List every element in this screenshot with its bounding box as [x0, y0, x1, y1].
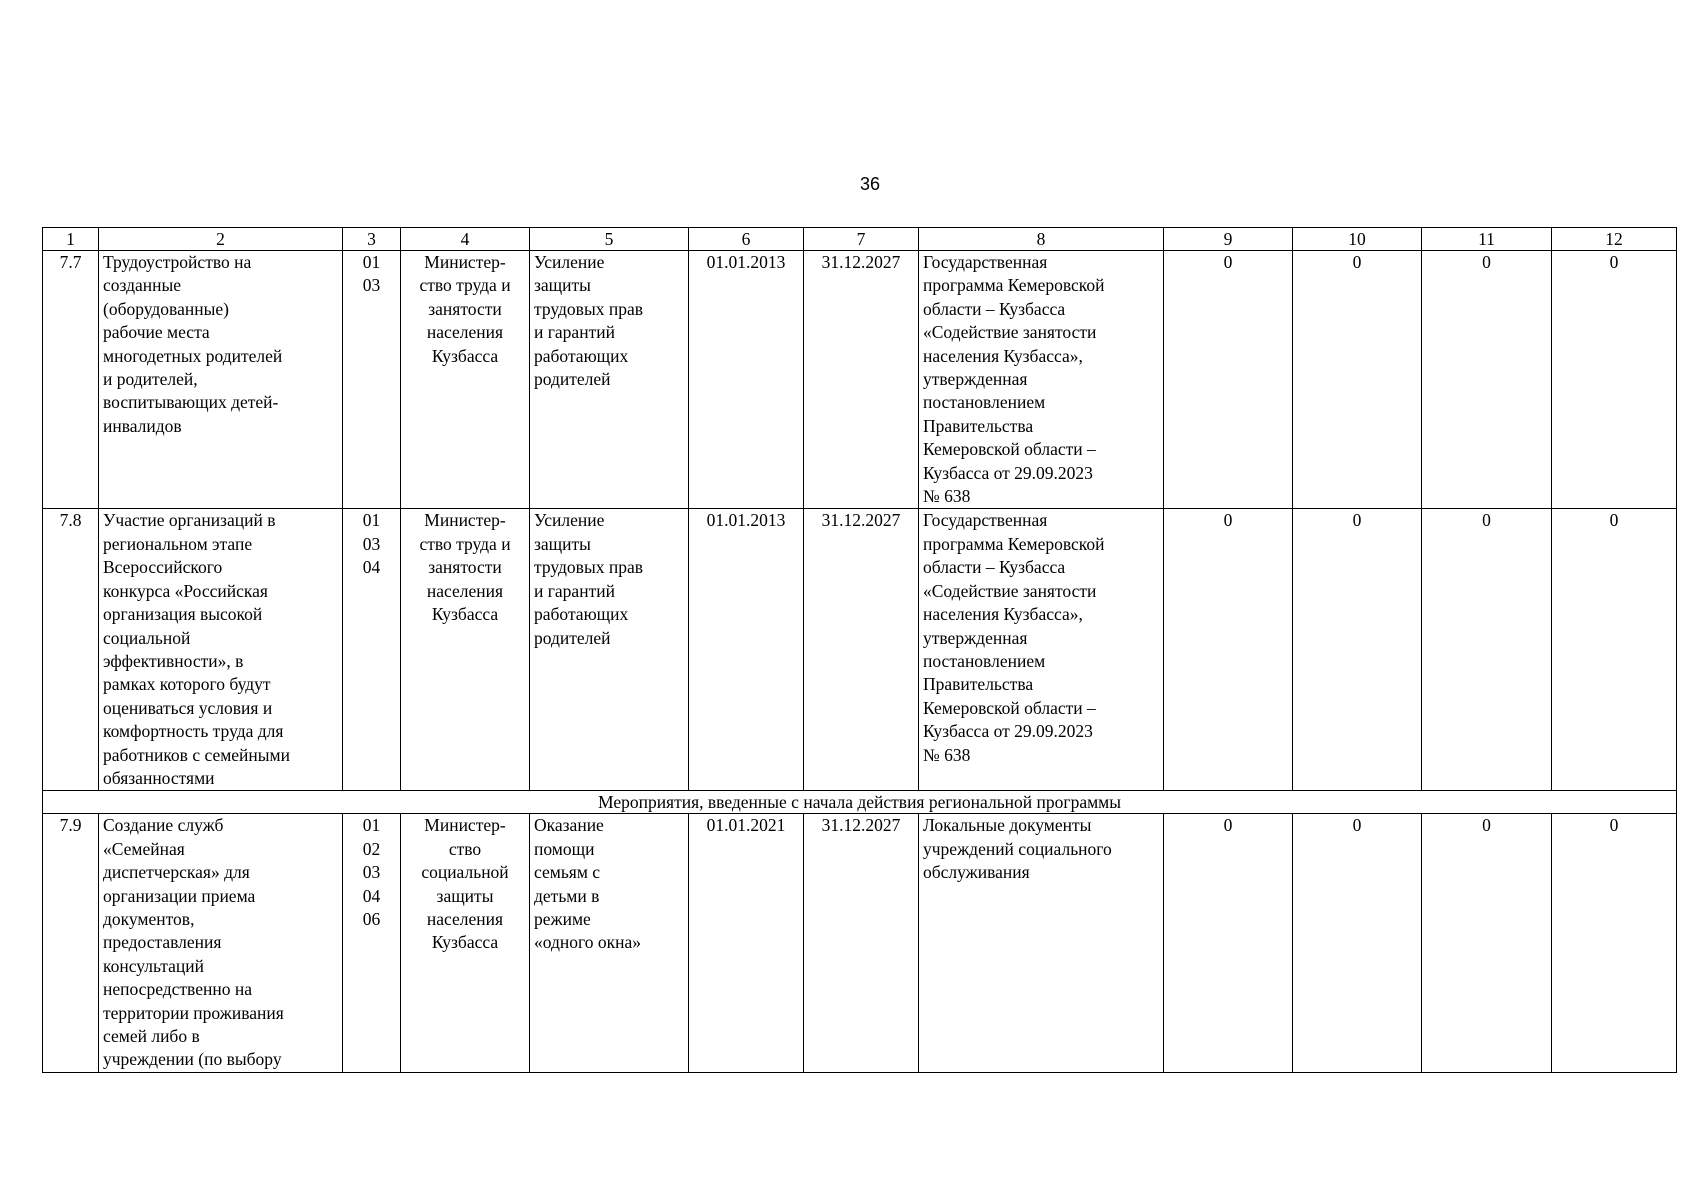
- funding-value: 0: [1552, 251, 1677, 509]
- task-codes: 01 02 03 04 06: [343, 814, 401, 1072]
- row-number: 7.8: [43, 509, 99, 791]
- column-number: 6: [689, 228, 804, 251]
- expected-result: Оказание помощи семьям с детьми в режиме «одного окна»: [530, 814, 689, 1072]
- measures-table: [42, 227, 1677, 1073]
- page-number: 36: [859, 174, 881, 194]
- end-date: 31.12.2027: [804, 814, 919, 1072]
- measure-name: Создание служб «Семейная диспетчерская» для организации приема документов, предоставления консультаций непосредственно на территории проживания семей либо в учреждении (по выбору: [99, 814, 343, 1072]
- column-number: 10: [1293, 228, 1422, 251]
- expected-result: Усиление защиты трудовых прав и гарантий работающих родителей: [530, 251, 689, 509]
- funding-value: 0: [1164, 509, 1293, 791]
- column-number: 8: [919, 228, 1164, 251]
- measure-name: Трудоустройство на созданные (оборудованные) рабочие места многодетных родителей и родителей, воспитывающих детей- инвалидов: [99, 251, 343, 509]
- task-codes: 01 03: [343, 251, 401, 509]
- column-number: 4: [401, 228, 530, 251]
- row-number: 7.7: [43, 251, 99, 509]
- legal-basis: Государственная программа Кемеровской области – Кузбасса «Содействие занятости населения Кузбасса», утвержденная постановлением Правительства Кемеровской области – Кузбасса от 29.09.2023 № 638: [919, 251, 1164, 509]
- end-date: 31.12.2027: [804, 509, 919, 791]
- funding-value: 0: [1293, 814, 1422, 1072]
- task-codes: 01 03 04: [343, 509, 401, 791]
- start-date: 01.01.2013: [689, 251, 804, 509]
- column-number: 5: [530, 228, 689, 251]
- column-number-row: [43, 228, 1677, 251]
- measure-name: Участие организаций в региональном этапе Всероссийского конкурса «Российская организация высокой социальной эффективности», в рамках которого будут оцениваться условия и комфортность труда для работников с семейными обязанностями: [99, 509, 343, 791]
- funding-value: 0: [1164, 251, 1293, 509]
- funding-value: 0: [1164, 814, 1293, 1072]
- funding-value: 0: [1422, 814, 1552, 1072]
- column-number: 1: [43, 228, 99, 251]
- legal-basis: Государственная программа Кемеровской области – Кузбасса «Содействие занятости населения Кузбасса», утвержденная постановлением Правительства Кемеровской области – Кузбасса от 29.09.2023 № 638: [919, 509, 1164, 791]
- column-number: 11: [1422, 228, 1552, 251]
- column-number: 12: [1552, 228, 1677, 251]
- start-date: 01.01.2021: [689, 814, 804, 1072]
- executor: Министер- ство труда и занятости населения Кузбасса: [401, 251, 530, 509]
- end-date: 31.12.2027: [804, 251, 919, 509]
- section-heading-row: [43, 791, 1677, 814]
- funding-value: 0: [1293, 509, 1422, 791]
- executor: Министер- ство социальной защиты населения Кузбасса: [401, 814, 530, 1072]
- funding-value: 0: [1552, 509, 1677, 791]
- funding-value: 0: [1422, 251, 1552, 509]
- row-number: 7.9: [43, 814, 99, 1072]
- start-date: 01.01.2013: [689, 509, 804, 791]
- legal-basis: Локальные документы учреждений социального обслуживания: [919, 814, 1164, 1072]
- column-number: 3: [343, 228, 401, 251]
- section-heading: Мероприятия, введенные с начала действия региональной программы: [43, 791, 1677, 814]
- table-row: [43, 814, 1677, 1072]
- expected-result: Усиление защиты трудовых прав и гарантий работающих родителей: [530, 509, 689, 791]
- column-number: 7: [804, 228, 919, 251]
- funding-value: 0: [1552, 814, 1677, 1072]
- column-number: 9: [1164, 228, 1293, 251]
- table-row: [43, 509, 1677, 791]
- executor: Министер- ство труда и занятости населения Кузбасса: [401, 509, 530, 791]
- table-row: [43, 251, 1677, 509]
- funding-value: 0: [1293, 251, 1422, 509]
- funding-value: 0: [1422, 509, 1552, 791]
- column-number: 2: [99, 228, 343, 251]
